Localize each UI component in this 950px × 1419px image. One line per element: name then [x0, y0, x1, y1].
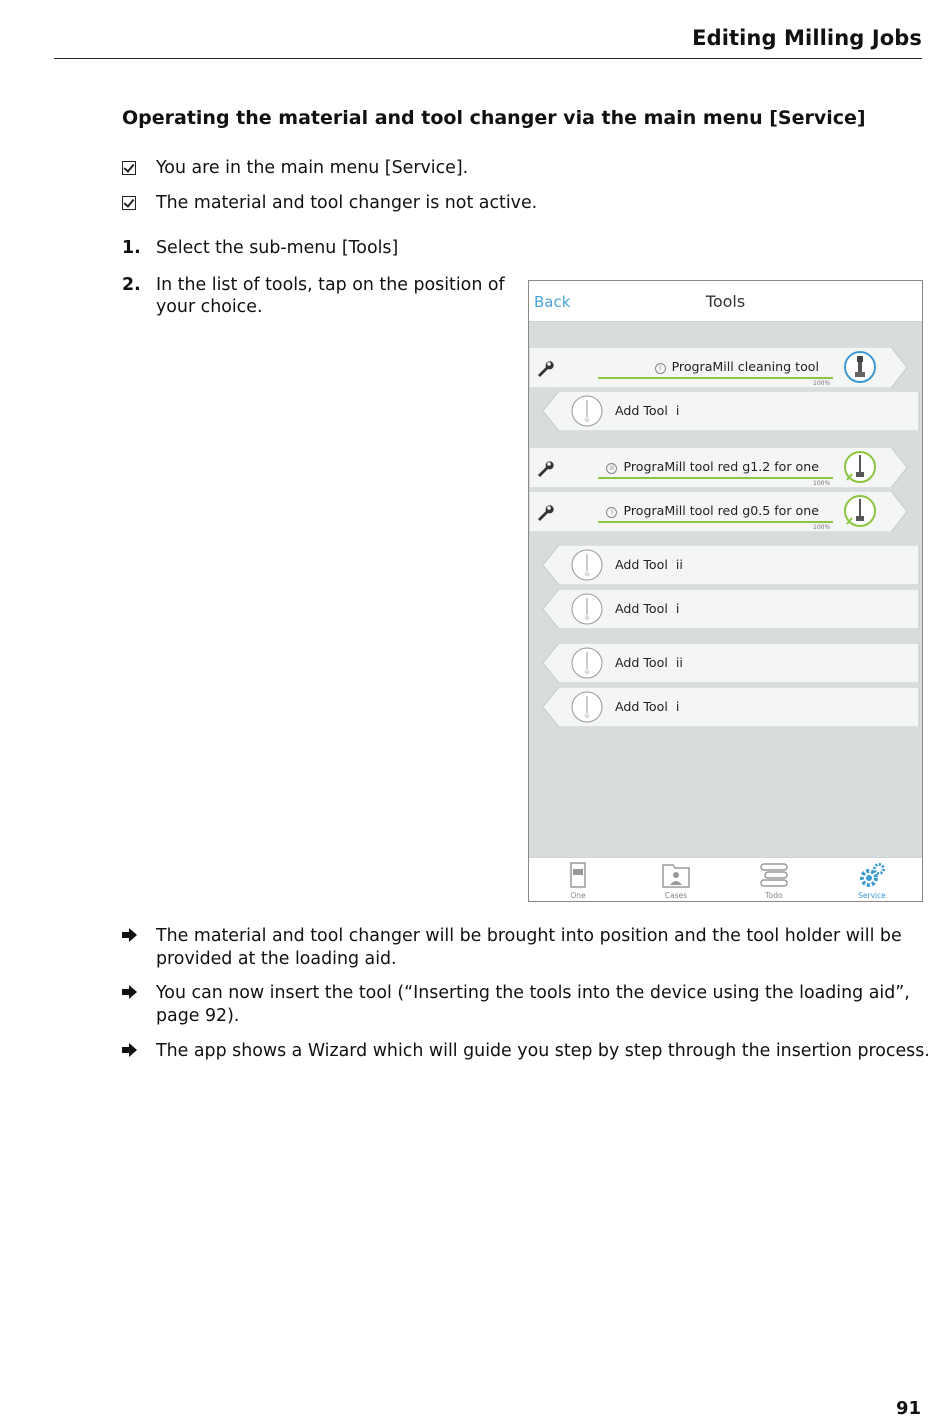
- empty-slot[interactable]: [529, 391, 922, 431]
- tab-label: One: [570, 891, 586, 900]
- tab-label: Cases: [664, 891, 688, 900]
- cleaning-tool-icon: [843, 350, 877, 384]
- info-icon: i: [606, 507, 617, 518]
- result-text: provided at the loading aid.: [156, 949, 397, 969]
- step-text: your choice.: [156, 297, 263, 317]
- tab-cases[interactable]: [627, 858, 725, 902]
- result-text: You can now insert the tool (“Inserting the tools into the device using the loading aid”,: [156, 983, 910, 1003]
- info-icon: i: [675, 699, 680, 714]
- nav-bar: [529, 281, 922, 322]
- info-icon: ii: [675, 557, 683, 572]
- tab-one[interactable]: [529, 858, 627, 902]
- tab-label: Todo: [765, 891, 783, 900]
- gears-icon: [857, 861, 887, 889]
- result-arrow-icon: [122, 928, 138, 942]
- empty-slot[interactable]: [529, 545, 922, 585]
- tab-todo[interactable]: [725, 858, 823, 902]
- empty-tool-icon: [571, 549, 603, 581]
- tool-slot[interactable]: [529, 447, 909, 488]
- info-icon: ii: [675, 655, 683, 670]
- tool-name: PrograMill tool red g1.2 for one: [623, 459, 819, 474]
- tool-life-bar: [598, 521, 833, 523]
- empty-slot[interactable]: [529, 589, 922, 629]
- tool-name: PrograMill tool red g0.5 for one: [623, 503, 819, 518]
- add-tool-label: Add Tool: [615, 601, 668, 616]
- info-icon: i: [655, 363, 666, 374]
- add-tool-label: Add Tool: [615, 699, 668, 714]
- page-header: [54, 24, 922, 59]
- info-icon: i: [675, 601, 680, 616]
- step-number: 2.: [122, 275, 141, 295]
- todo-list-icon: [759, 861, 789, 889]
- tool-life-percent: 100%: [813, 480, 831, 487]
- wrench-icon: [536, 459, 554, 477]
- prerequisite-text: You are in the main menu [Service].: [156, 158, 469, 178]
- result-arrow-icon: [122, 1043, 138, 1057]
- result-text: The material and tool changer will be brought into position and the tool holder will be: [156, 926, 902, 946]
- tab-bar: [529, 857, 922, 902]
- add-tool-label: Add Tool: [615, 655, 668, 670]
- info-icon: ii: [606, 463, 617, 474]
- empty-tool-icon: [571, 593, 603, 625]
- milling-tool-icon: [843, 494, 877, 528]
- empty-tool-icon: [571, 395, 603, 427]
- tools-app-screenshot: [528, 280, 923, 902]
- tool-slot[interactable]: [529, 347, 909, 388]
- tool-life-percent: 100%: [813, 380, 831, 387]
- checkbox-icon: [122, 196, 136, 210]
- tool-name: PrograMill cleaning tool: [671, 359, 819, 374]
- step-text: In the list of tools, tap on the position of: [156, 275, 505, 295]
- chapter-title: Editing Milling Jobs: [692, 26, 922, 50]
- tool-slot[interactable]: [529, 491, 909, 532]
- tool-life-percent: 100%: [813, 524, 831, 531]
- section-heading: Operating the material and tool changer via the main menu [Service]: [122, 107, 866, 129]
- wrench-icon: [536, 359, 554, 377]
- empty-slot[interactable]: [529, 643, 922, 683]
- page-number: 91: [895, 1398, 921, 1419]
- empty-tool-icon: [571, 691, 603, 723]
- cases-folder-icon: [661, 861, 691, 889]
- milling-tool-icon: [843, 450, 877, 484]
- info-icon: i: [675, 403, 680, 418]
- result-text: The app shows a Wizard which will guide you step by step through the insertion process.: [156, 1041, 930, 1061]
- add-tool-label: Add Tool: [615, 403, 668, 418]
- empty-tool-icon: [571, 647, 603, 679]
- prerequisite-text: The material and tool changer is not active.: [156, 193, 538, 213]
- step-text: Select the sub-menu [Tools]: [156, 238, 399, 258]
- checkbox-icon: [122, 161, 136, 175]
- screen-title: Tools: [705, 292, 746, 311]
- result-arrow-icon: [122, 985, 138, 999]
- tab-label: Service: [858, 891, 886, 900]
- device-icon: [563, 861, 593, 889]
- tool-life-bar: [598, 477, 833, 479]
- back-button[interactable]: Back: [534, 293, 571, 311]
- wrench-icon: [536, 503, 554, 521]
- add-tool-label: Add Tool: [615, 557, 668, 572]
- empty-slot[interactable]: [529, 687, 922, 727]
- tab-service[interactable]: [823, 858, 921, 902]
- step-number: 1.: [122, 238, 141, 258]
- result-text: page 92).: [156, 1006, 240, 1026]
- tool-life-bar: [598, 377, 833, 379]
